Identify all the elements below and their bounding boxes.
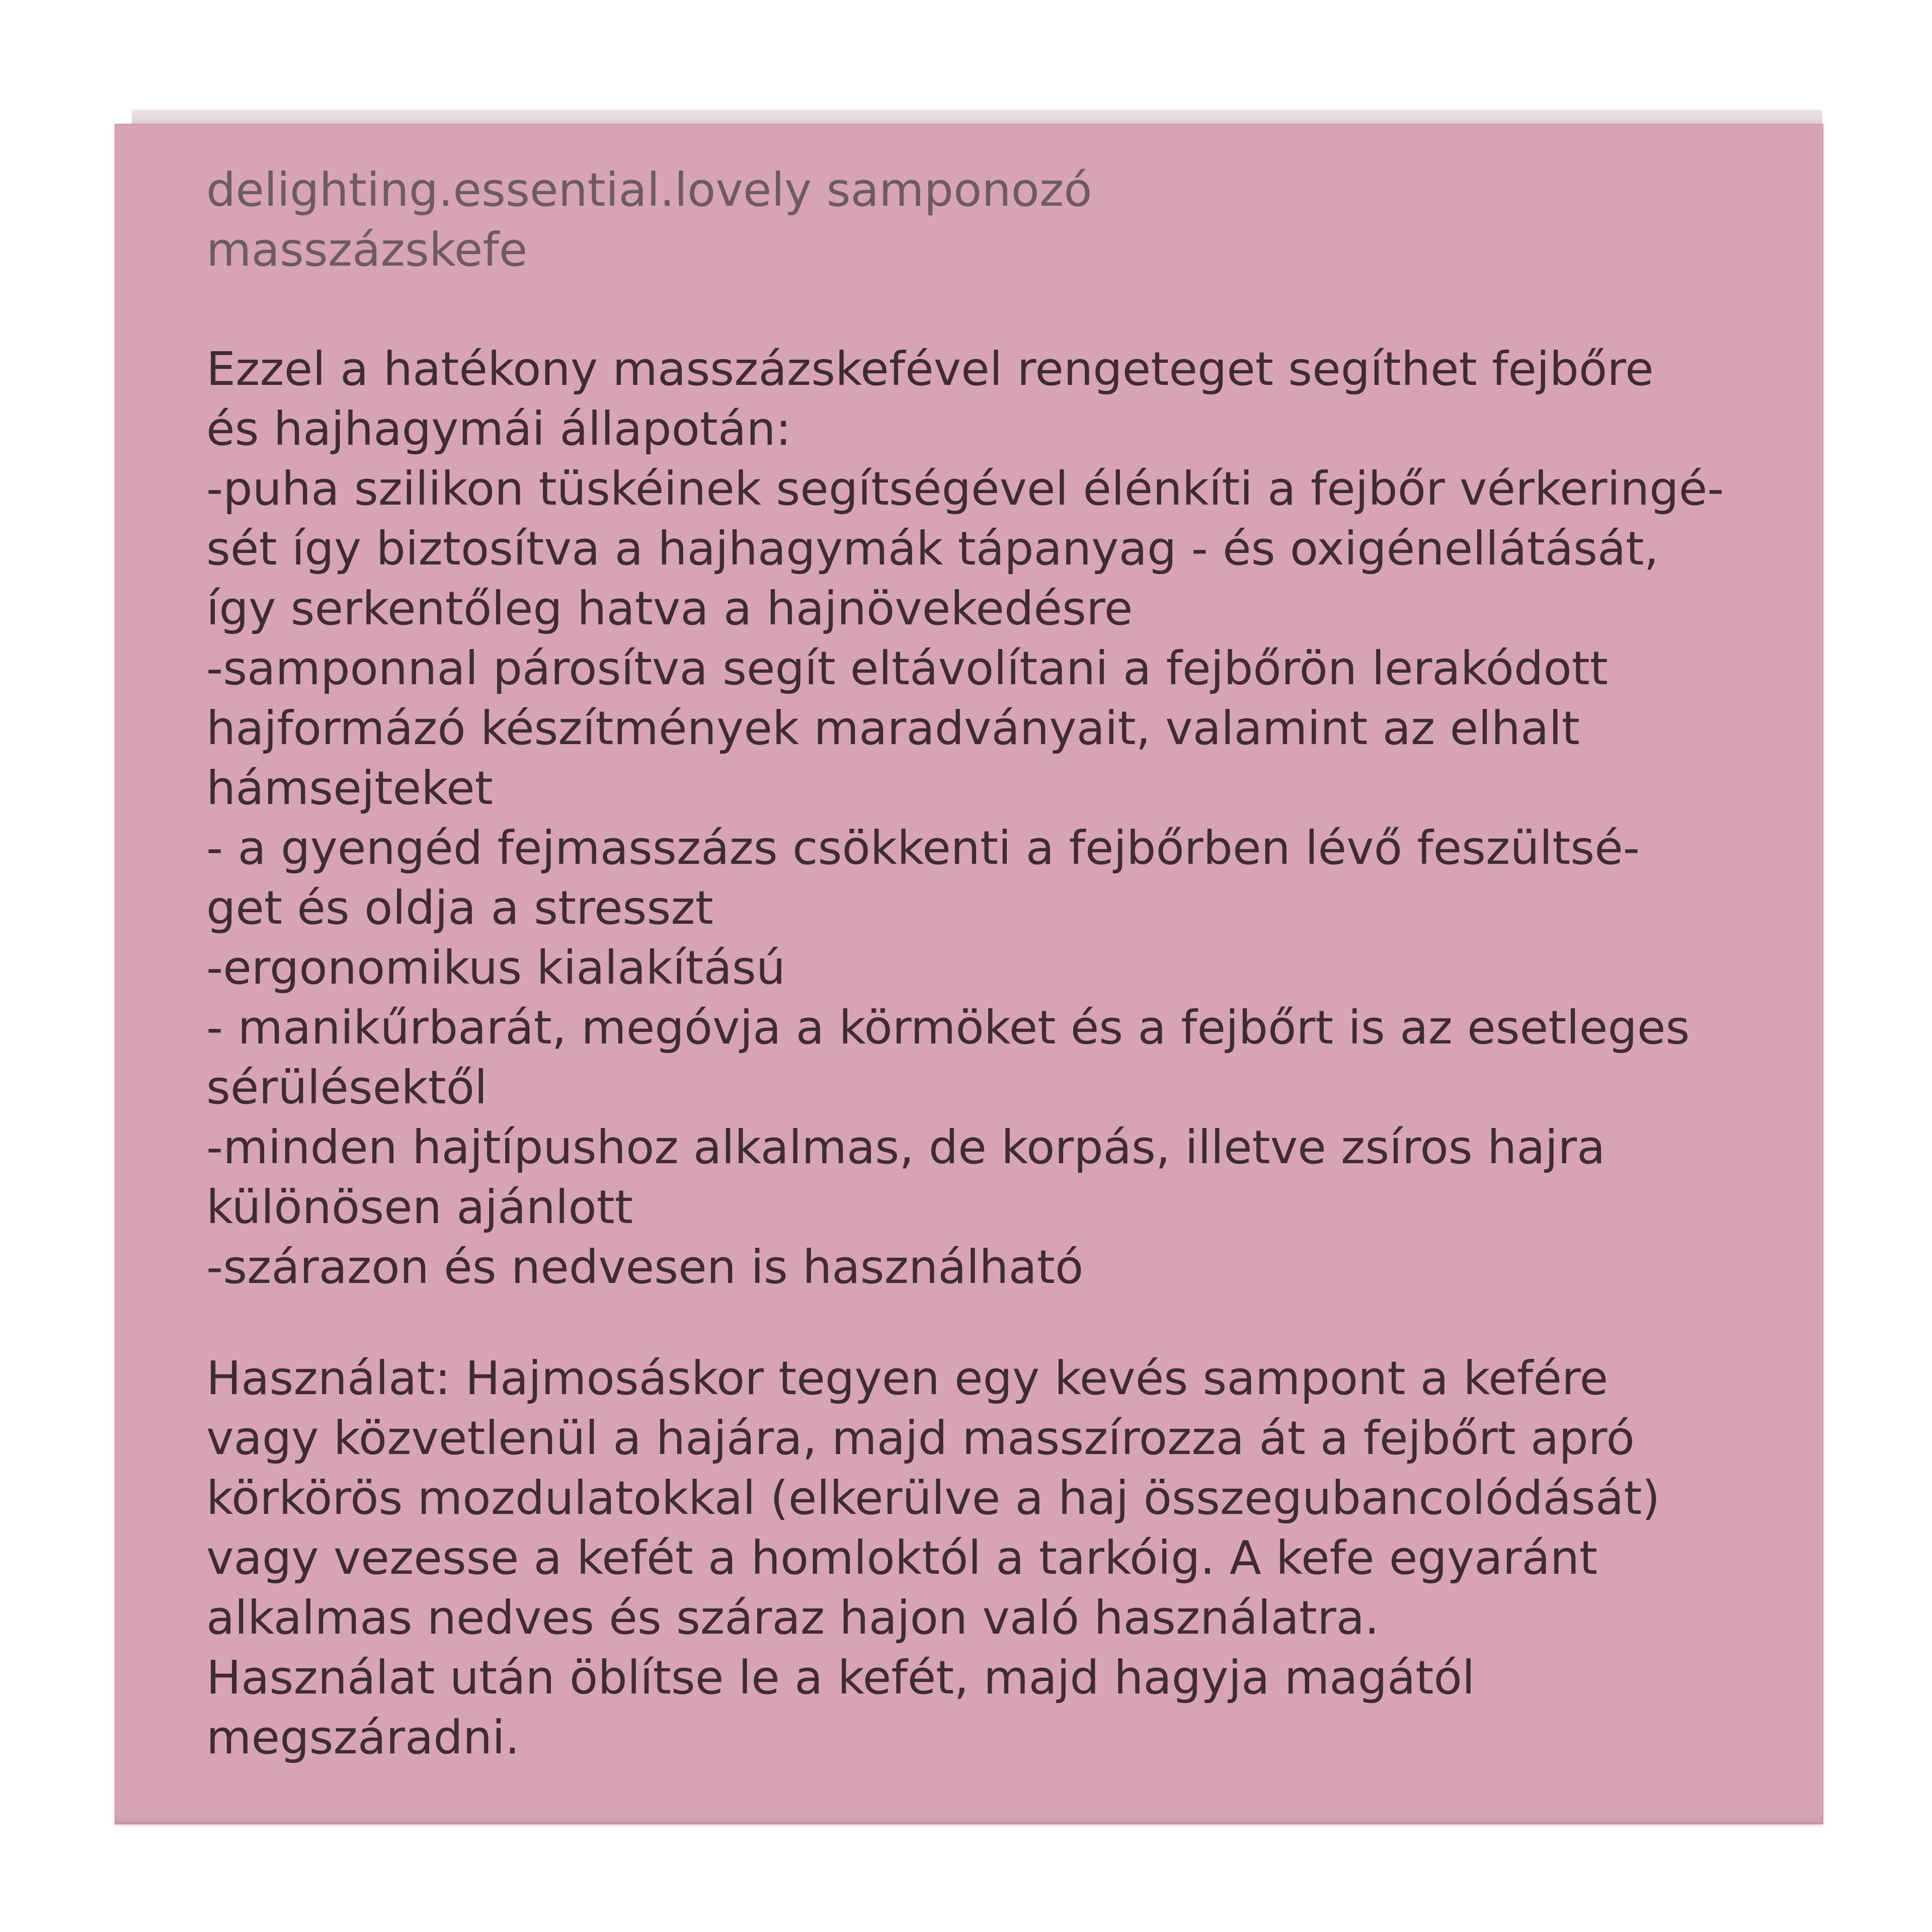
description-line: -minden hajtípushoz alkalmas, de korpás, illetve zsíros hajra — [206, 1120, 1605, 1174]
description-line: különösen ajánlott — [206, 1180, 633, 1234]
usage-line: körkörös mozdulatokkal (elkerülve a haj összegubancolódását) — [206, 1471, 1660, 1525]
description-line: - manikűrbarát, megóvja a körmöket és a fejbőrt is az esetleges — [206, 1001, 1690, 1055]
usage-line: vagy közvetlenül a hajára, majd masszírozza át a fejbőrt apró — [206, 1411, 1635, 1465]
usage-line: alkalmas nedves és száraz hajon való használatra. — [206, 1591, 1380, 1645]
usage-line: Használat után öblítse le a kefét, majd hagyja magától — [206, 1651, 1475, 1705]
usage-line: Használat: Hajmosáskor tegyen egy kevés sampont a kefére — [206, 1351, 1608, 1405]
description-line: sét így biztosítva a hajhagymák tápanyag - és oxigénellátását, — [206, 522, 1659, 576]
description-line: sérülésektől — [206, 1061, 488, 1114]
product-description — [206, 339, 1776, 1297]
product-title — [206, 160, 1776, 280]
description-line: - a gyengéd fejmasszázs csökkenti a fejbőrben lévő feszültsé- — [206, 821, 1640, 875]
description-line: -puha szilikon tüskéinek segítségével élénkíti a fejbőr vérkeringé- — [206, 462, 1724, 516]
description-line: hámsejteket — [206, 761, 493, 815]
description-line: -szárazon és nedvesen is használható — [206, 1240, 1084, 1294]
description-line: és hajhagymái állapotán: — [206, 402, 791, 456]
usage-line: vagy vezesse a kefét a homloktól a tarkóig. A kefe egyaránt — [206, 1531, 1598, 1585]
description-line: hajformázó készítmények maradványait, valamint az elhalt — [206, 701, 1580, 755]
product-title-line: delighting.essential.lovely samponozó — [206, 163, 1092, 217]
usage-instructions — [206, 1348, 1776, 1767]
usage-line: megszáradni. — [206, 1711, 520, 1764]
description-line: Ezzel a hatékony masszázskefével rengeteget segíthet fejbőre — [206, 342, 1654, 396]
description-line: get és oldja a stresszt — [206, 881, 713, 935]
description-line: -ergonomikus kialakítású — [206, 941, 786, 995]
product-title-line: masszázskefe — [206, 223, 528, 277]
description-line: -samponnal párosítva segít eltávolítani a fejbőrön lerakódott — [206, 641, 1608, 695]
description-line: így serkentőleg hatva a hajnövekedésre — [206, 582, 1133, 635]
